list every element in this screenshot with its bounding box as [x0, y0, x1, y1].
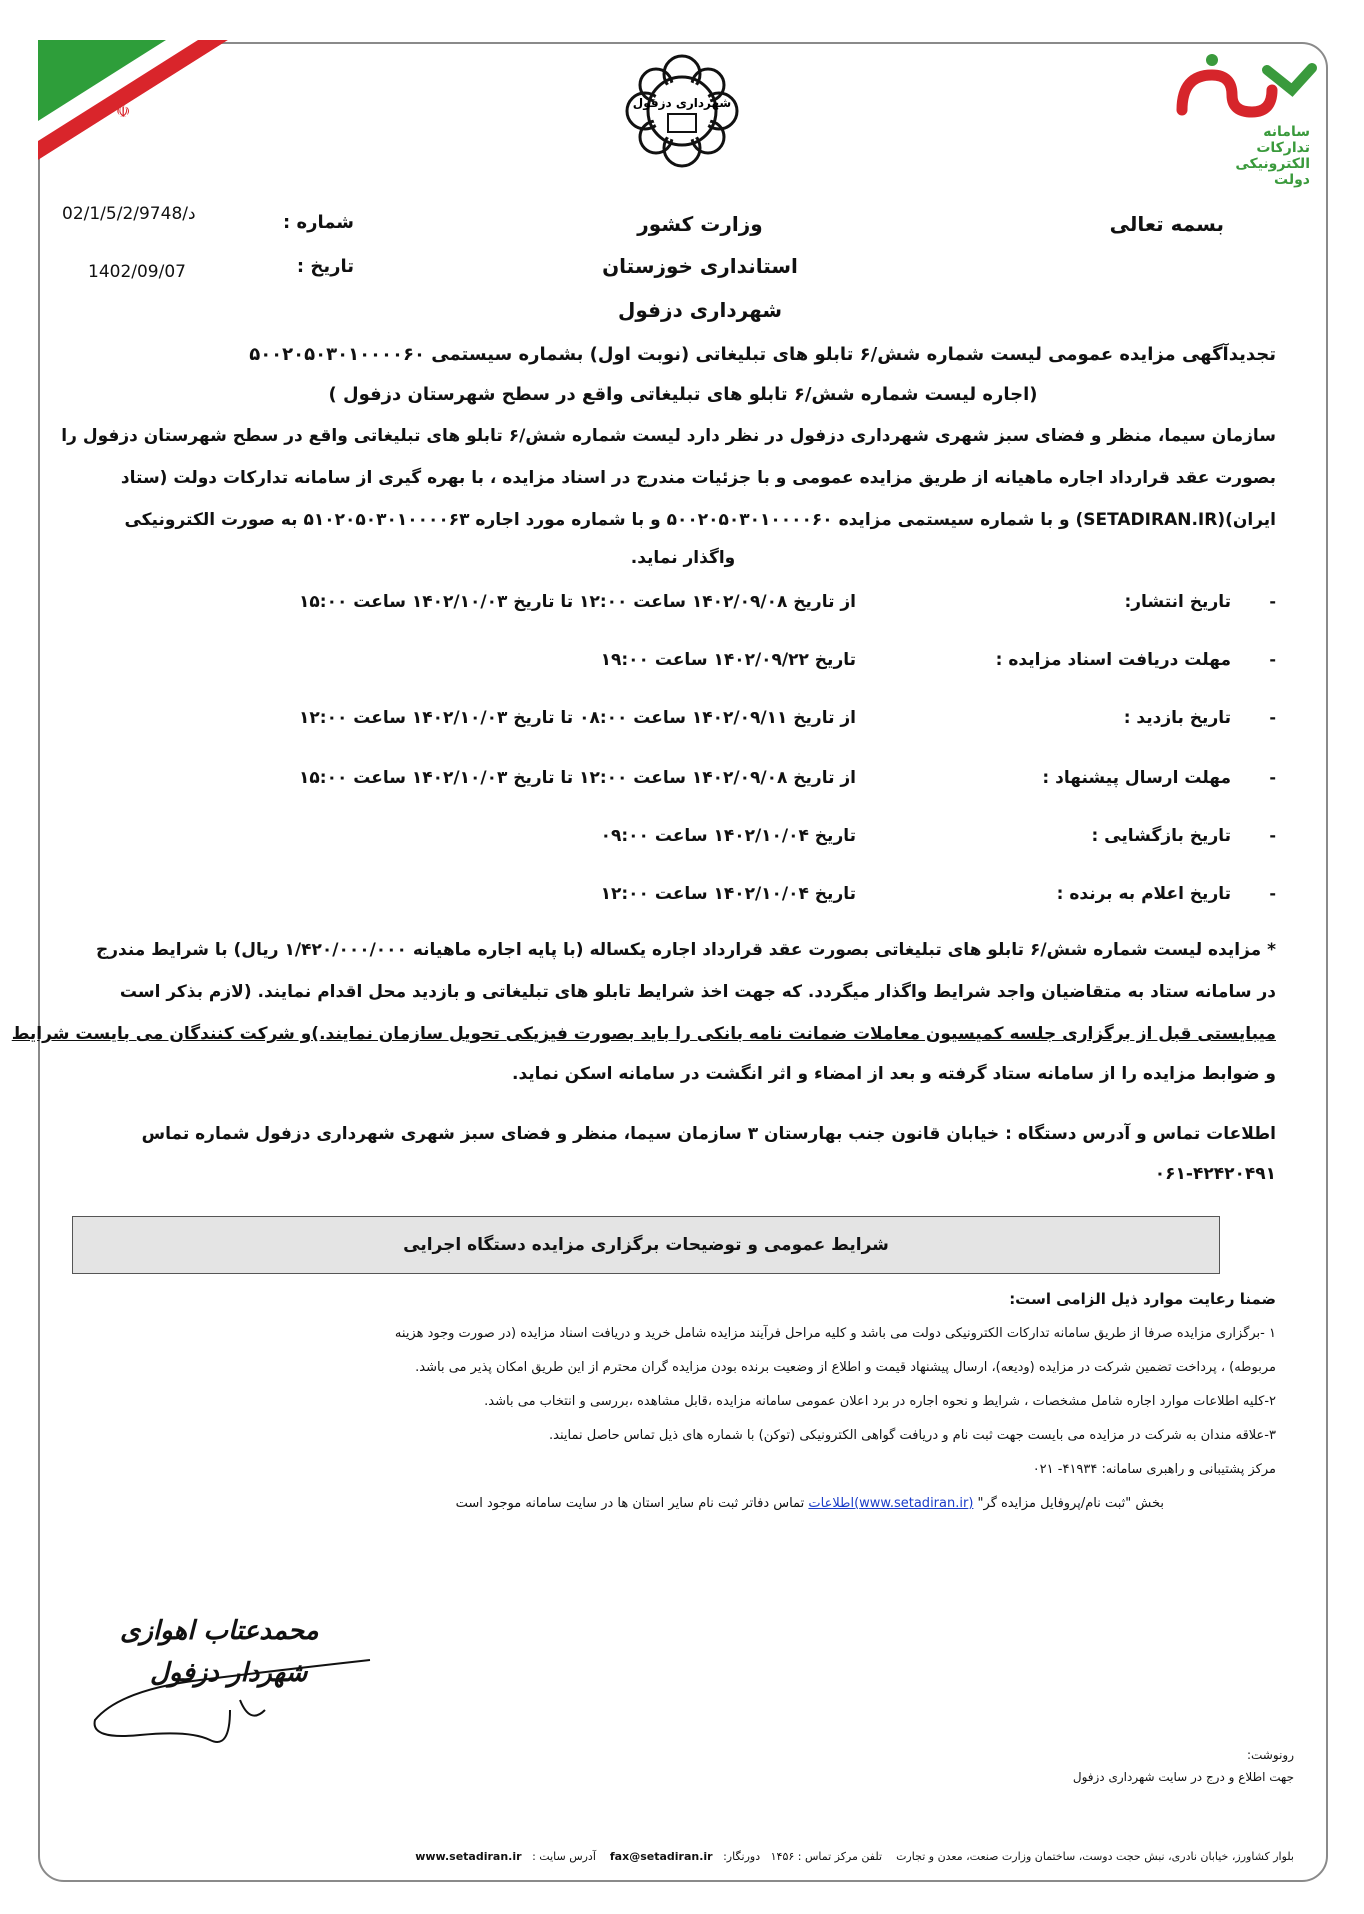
condition-line-6 — [164, 1496, 1164, 1511]
footer-phone: تلفن مرکز تماس : ۱۴۵۶ — [770, 1850, 883, 1863]
note-line-4: و ضوابط مزایده را از سامانه ستاد گرفته و بعد از امضاء و اثر انگشت در سامانه اسکن نماید. — [512, 1064, 1276, 1084]
note-line-1: * مزایده لیست شماره شش/۶ تابلو های تبلیغاتی بصورت عقد قرارداد اجاره یکساله (با پایه اجاره ماهیانه ۱/۴۲۰/۰۰۰/۰۰۰ ریال) با شرایط مندرج — [95, 940, 1276, 960]
municipality-seal-icon — [620, 52, 745, 170]
conditions-box-title: شرایط عمومی و توضیحات برگزاری مزایده دستگاه اجرایی — [403, 1235, 889, 1255]
conditions-heading: ضمنا رعایت موارد ذیل الزامی است: — [1009, 1290, 1276, 1308]
setad-line-1: سامانه — [1263, 124, 1310, 140]
condition-line-4: ۳-علاقه مندان به شرکت در مزایده می بایست جهت ثبت نام و دریافت گواهی الکترونیکی (توکن) با شماره های ذیل تماس حاصل نمایند. — [549, 1428, 1276, 1443]
number-value: 02/1/5/2/9748/د — [62, 204, 196, 224]
setad-line-3: الکترونیکی — [1235, 156, 1310, 172]
date-row-label: مهلت دریافت اسناد مزایده : — [995, 650, 1231, 670]
province-title: استانداری خوزستان — [602, 254, 798, 278]
municipality-title: شهرداری دزفول — [617, 298, 782, 322]
setad-text-block — [1235, 124, 1310, 188]
contact-line-1: اطلاعات تماس و آدرس دستگاه : خیابان قانون جنب بهارستان ۳ سازمان سیما، منظر و فضای سبز شهری شهرداری دزفول شماره تماس — [141, 1124, 1276, 1144]
condition-line-3: ۲-کلیه اطلاعات موارد اجاره شامل مشخصات ، شرایط و نحوه اجاره در برد اعلان عمومی سامانه مزایده ،قابل مشاهده ،بررسی و انتخاب می باشد. — [484, 1394, 1276, 1409]
signature-scribble-icon — [80, 1640, 380, 1750]
date-row-documents — [86, 650, 1276, 678]
date-row-submission — [86, 768, 1276, 796]
number-label: شماره : — [283, 212, 354, 233]
cc-heading: رونوشت: — [1246, 1748, 1294, 1762]
iran-flag-icon — [38, 40, 228, 160]
title-line-2: (اجاره لیست شماره شش/۶ تابلو های تبلیغاتی واقع در سطح شهرستان دزفول ) — [328, 384, 1038, 405]
conditions-box — [72, 1216, 1220, 1274]
date-row-value: تاریخ ۱۴۰۲/۱۰/۰۴ ساعت ۰۹:۰۰ — [600, 826, 856, 846]
info-link[interactable]: اطلاعات — [808, 1496, 855, 1511]
footer-bar — [74, 1850, 1294, 1863]
footer-fax-label: دورنگار: — [723, 1850, 761, 1863]
date-value: 1402/09/07 — [88, 262, 186, 282]
setad-brand-icon — [1172, 50, 1322, 130]
date-row-visit — [86, 708, 1276, 736]
date-row-value: تاریخ ۱۴۰۲/۰۹/۲۲ ساعت ۱۹:۰۰ — [600, 650, 856, 670]
footer-fax[interactable]: fax@setadiran.ir — [609, 1850, 713, 1863]
date-row-label: تاریخ بازدید : — [1123, 708, 1231, 728]
date-row-dash: - — [1269, 884, 1276, 903]
intro-line-3: ایران)(SETADIRAN.IR) و با شماره سیستمی مزایده ۵۰۰۲۰۵۰۳۰۱۰۰۰۰۶۰ و با شماره مورد اجاره ۵۱۰۲۰۵۰۳۰۱۰۰۰۰۶۳ به صورت الکترونیکی — [124, 510, 1276, 530]
condition-line-6-post: تماس دفاتر ثبت نام سایر استان ها در سایت سامانه موجود است — [455, 1496, 805, 1511]
date-row-value: از تاریخ ۱۴۰۲/۰۹/۰۸ ساعت ۱۲:۰۰ تا تاریخ ۱۴۰۲/۱۰/۰۳ ساعت ۱۵:۰۰ — [299, 768, 856, 788]
date-row-label: مهلت ارسال پیشنهاد : — [1042, 768, 1231, 788]
date-row-dash: - — [1269, 592, 1276, 611]
date-row-opening — [86, 826, 1276, 854]
setad-logo — [1172, 50, 1322, 190]
setad-line-2: تدارکات — [1256, 140, 1310, 156]
condition-line-1: ۱ -برگزاری مزایده صرفا از طریق سامانه تدارکات الکترونیکی دولت می باشد و کلیه مراحل فرآیند مزایده شامل خرید و دریافت اسناد مزایده (در صورت وجود هزینه — [394, 1326, 1276, 1341]
intro-line-4: واگذار نماید. — [630, 548, 736, 568]
date-row-value: از تاریخ ۱۴۰۲/۰۹/۰۸ ساعت ۱۲:۰۰ تا تاریخ ۱۴۰۲/۱۰/۰۳ ساعت ۱۵:۰۰ — [299, 592, 856, 612]
contact-line-2: ۰۶۱-۴۲۴۲۰۴۹۱ — [1154, 1164, 1276, 1184]
date-row-value: تاریخ ۱۴۰۲/۱۰/۰۴ ساعت ۱۲:۰۰ — [600, 884, 856, 904]
setadiran-link[interactable]: (www.setadiran.ir) — [854, 1496, 974, 1511]
intro-line-2: بصورت عقد قرارداد اجاره ماهیانه از طریق مزایده عمومی و با جزئیات مندرج در اسناد مزایده ، با بهره گیری از سامانه تدارکات دولت (ستاد — [120, 468, 1276, 488]
cc-line: جهت اطلاع و درج در سایت شهرداری دزفول — [1072, 1770, 1294, 1784]
date-label: تاریخ : — [296, 256, 354, 277]
date-row-label: تاریخ انتشار: — [1124, 592, 1231, 612]
condition-line-6-pre: بخش "ثبت نام/پروفایل مزایده گر" — [973, 1496, 1164, 1511]
footer-site[interactable]: www.setadiran.ir — [415, 1850, 522, 1863]
date-row-dash: - — [1269, 826, 1276, 845]
condition-line-2: مربوطه) ، پرداخت تضمین شرکت در مزایده (ودیعه)، ارسال پیشنهاد قیمت و اطلاع از وضعیت برنده بودن مزایده گران محترم از این طریق امکان پذیر می باشد. — [415, 1360, 1276, 1375]
date-row-winner — [86, 884, 1276, 912]
note-line-3: میبایستی قبل از برگزاری جلسه کمیسیون معاملات ضمانت نامه بانکی را باید بصورت فیزیکی تحویل سازمان نمایند.)و شرکت کنندگان می بایست شرایط — [11, 1024, 1276, 1044]
footer-site-label: آدرس سایت : — [532, 1850, 596, 1863]
setad-line-4: دولت — [1274, 172, 1310, 188]
date-row-label: تاریخ اعلام به برنده : — [1056, 884, 1231, 904]
date-row-dash: - — [1269, 650, 1276, 669]
note-line-2: در سامانه ستاد به متقاضیان واجد شرایط واگذار میگردد. که جهت اخذ شرایط تابلو های تبلیغاتی و بازدید محل اقدام نمایند. (لازم بذکر است — [119, 982, 1276, 1002]
date-row-publish — [86, 592, 1276, 620]
signer-name: محمدعتاب اهوازی — [120, 1616, 319, 1646]
date-row-dash: - — [1269, 708, 1276, 727]
bismillah: بسمه تعالی — [1109, 212, 1224, 236]
intro-line-1: سازمان سیما، منظر و فضای سبز شهری شهرداری دزفول در نظر دارد لیست شماره شش/۶ تابلو های تبلیغاتی واقع در سطح شهرستان دزفول را — [61, 426, 1276, 446]
date-row-label: تاریخ بازگشایی : — [1091, 826, 1231, 846]
ministry-title: وزارت کشور — [637, 212, 763, 236]
date-row-value: از تاریخ ۱۴۰۲/۰۹/۱۱ ساعت ۰۸:۰۰ تا تاریخ ۱۴۰۲/۱۰/۰۳ ساعت ۱۲:۰۰ — [299, 708, 856, 728]
condition-line-5: مرکز پشتیبانی و راهبری سامانه: ۴۱۹۳۴- ۰۲۱ — [1032, 1462, 1276, 1477]
title-line-1: تجدیدآگهی مزایده عمومی لیست شماره شش/۶ تابلو های تبلیغاتی (نوبت اول) بشماره سیستمی ۵۰۰۲۰۵۰۳۰۱۰۰۰۰۶۰ — [249, 344, 1276, 365]
date-row-dash: - — [1269, 768, 1276, 787]
svg-text:☫: ☫ — [116, 102, 131, 121]
footer-address: بلوار کشاورز، خیابان نادری، نبش حجت دوست، ساختمان وزارت صنعت، معدن و تجارت — [896, 1850, 1294, 1863]
seal-text: شهرداری دزفول — [632, 96, 732, 110]
signer-title: شهردار دزفول — [150, 1658, 308, 1688]
